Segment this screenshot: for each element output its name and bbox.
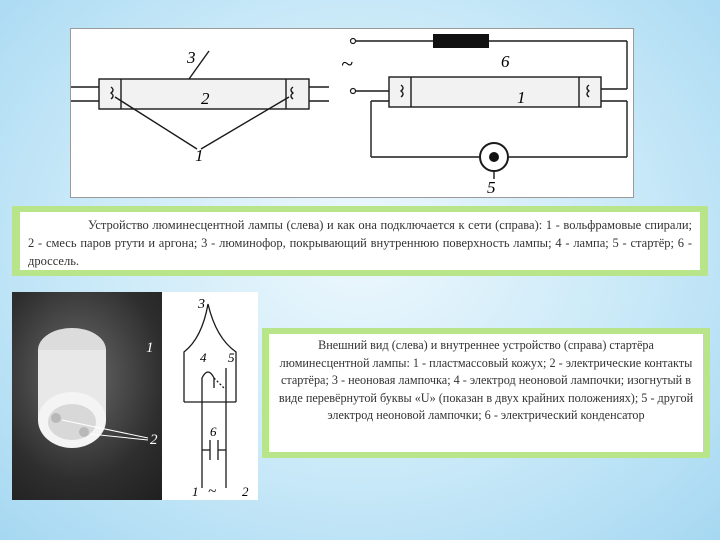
terminal-bottom	[351, 89, 356, 94]
starter-pin-1	[51, 413, 61, 423]
lamp-schematic	[71, 29, 633, 197]
starter-label-5: 5	[228, 350, 235, 365]
starter-label-6: 6	[210, 424, 217, 439]
ac-symbol: ~	[341, 51, 353, 76]
label-6: 6	[501, 52, 510, 71]
starter-label-3: 3	[198, 297, 205, 312]
starter-photo	[12, 292, 178, 500]
photo-label-2: 2	[150, 432, 158, 448]
lamp-diagram	[70, 28, 634, 198]
starter-symbol	[489, 152, 499, 162]
left-lamp-tube	[71, 51, 329, 149]
label-2: 2	[201, 89, 210, 108]
choke-symbol	[433, 34, 489, 48]
starter-ac-symbol: ~	[208, 484, 217, 500]
starter-label-1: 1	[192, 484, 199, 499]
starter-pin-2	[79, 427, 89, 437]
starter-schematic	[162, 292, 258, 500]
starter-label-2: 2	[242, 484, 249, 499]
photo-label-1: 1	[146, 340, 154, 356]
starter-photo-art	[12, 292, 178, 500]
label-1-right: 1	[517, 88, 526, 107]
starter-caption-frame	[262, 328, 710, 458]
terminal-top	[351, 39, 356, 44]
starter-label-4: 4	[200, 350, 207, 365]
lamp-caption-frame	[12, 206, 708, 276]
lamp-caption-text: Устройство люминесцентной лампы (слева) и как она подключается к сети (справа): 1 - вольфрамовые спирали; 2 - смесь паров ртути и аргона; 3 - люминофор, покрывающий внутреннюю поверхность лампы; 4 - лампа; 5 - стартёр; 6 - дроссель.	[20, 212, 700, 270]
starter-caption-text: Внешний вид (слева) и внутреннее устройство (справа) стартёра люминесцентной лампы: 1 - пластмассовый кожух; 2 - электрические контакты стартёра; 3 - неоновая лампочка; 4 - электрод неоновой лампочки; изогнутый в виде перевёрнутой буквы «U» (показан в двух крайних положениях); 5 - другой электрод неоновой лампочки; 6 - электрический конденсатор	[269, 334, 703, 452]
label-5: 5	[487, 178, 496, 197]
label-1-left: 1	[195, 146, 204, 165]
label-3: 3	[187, 48, 196, 67]
starter-diagram	[162, 292, 258, 500]
